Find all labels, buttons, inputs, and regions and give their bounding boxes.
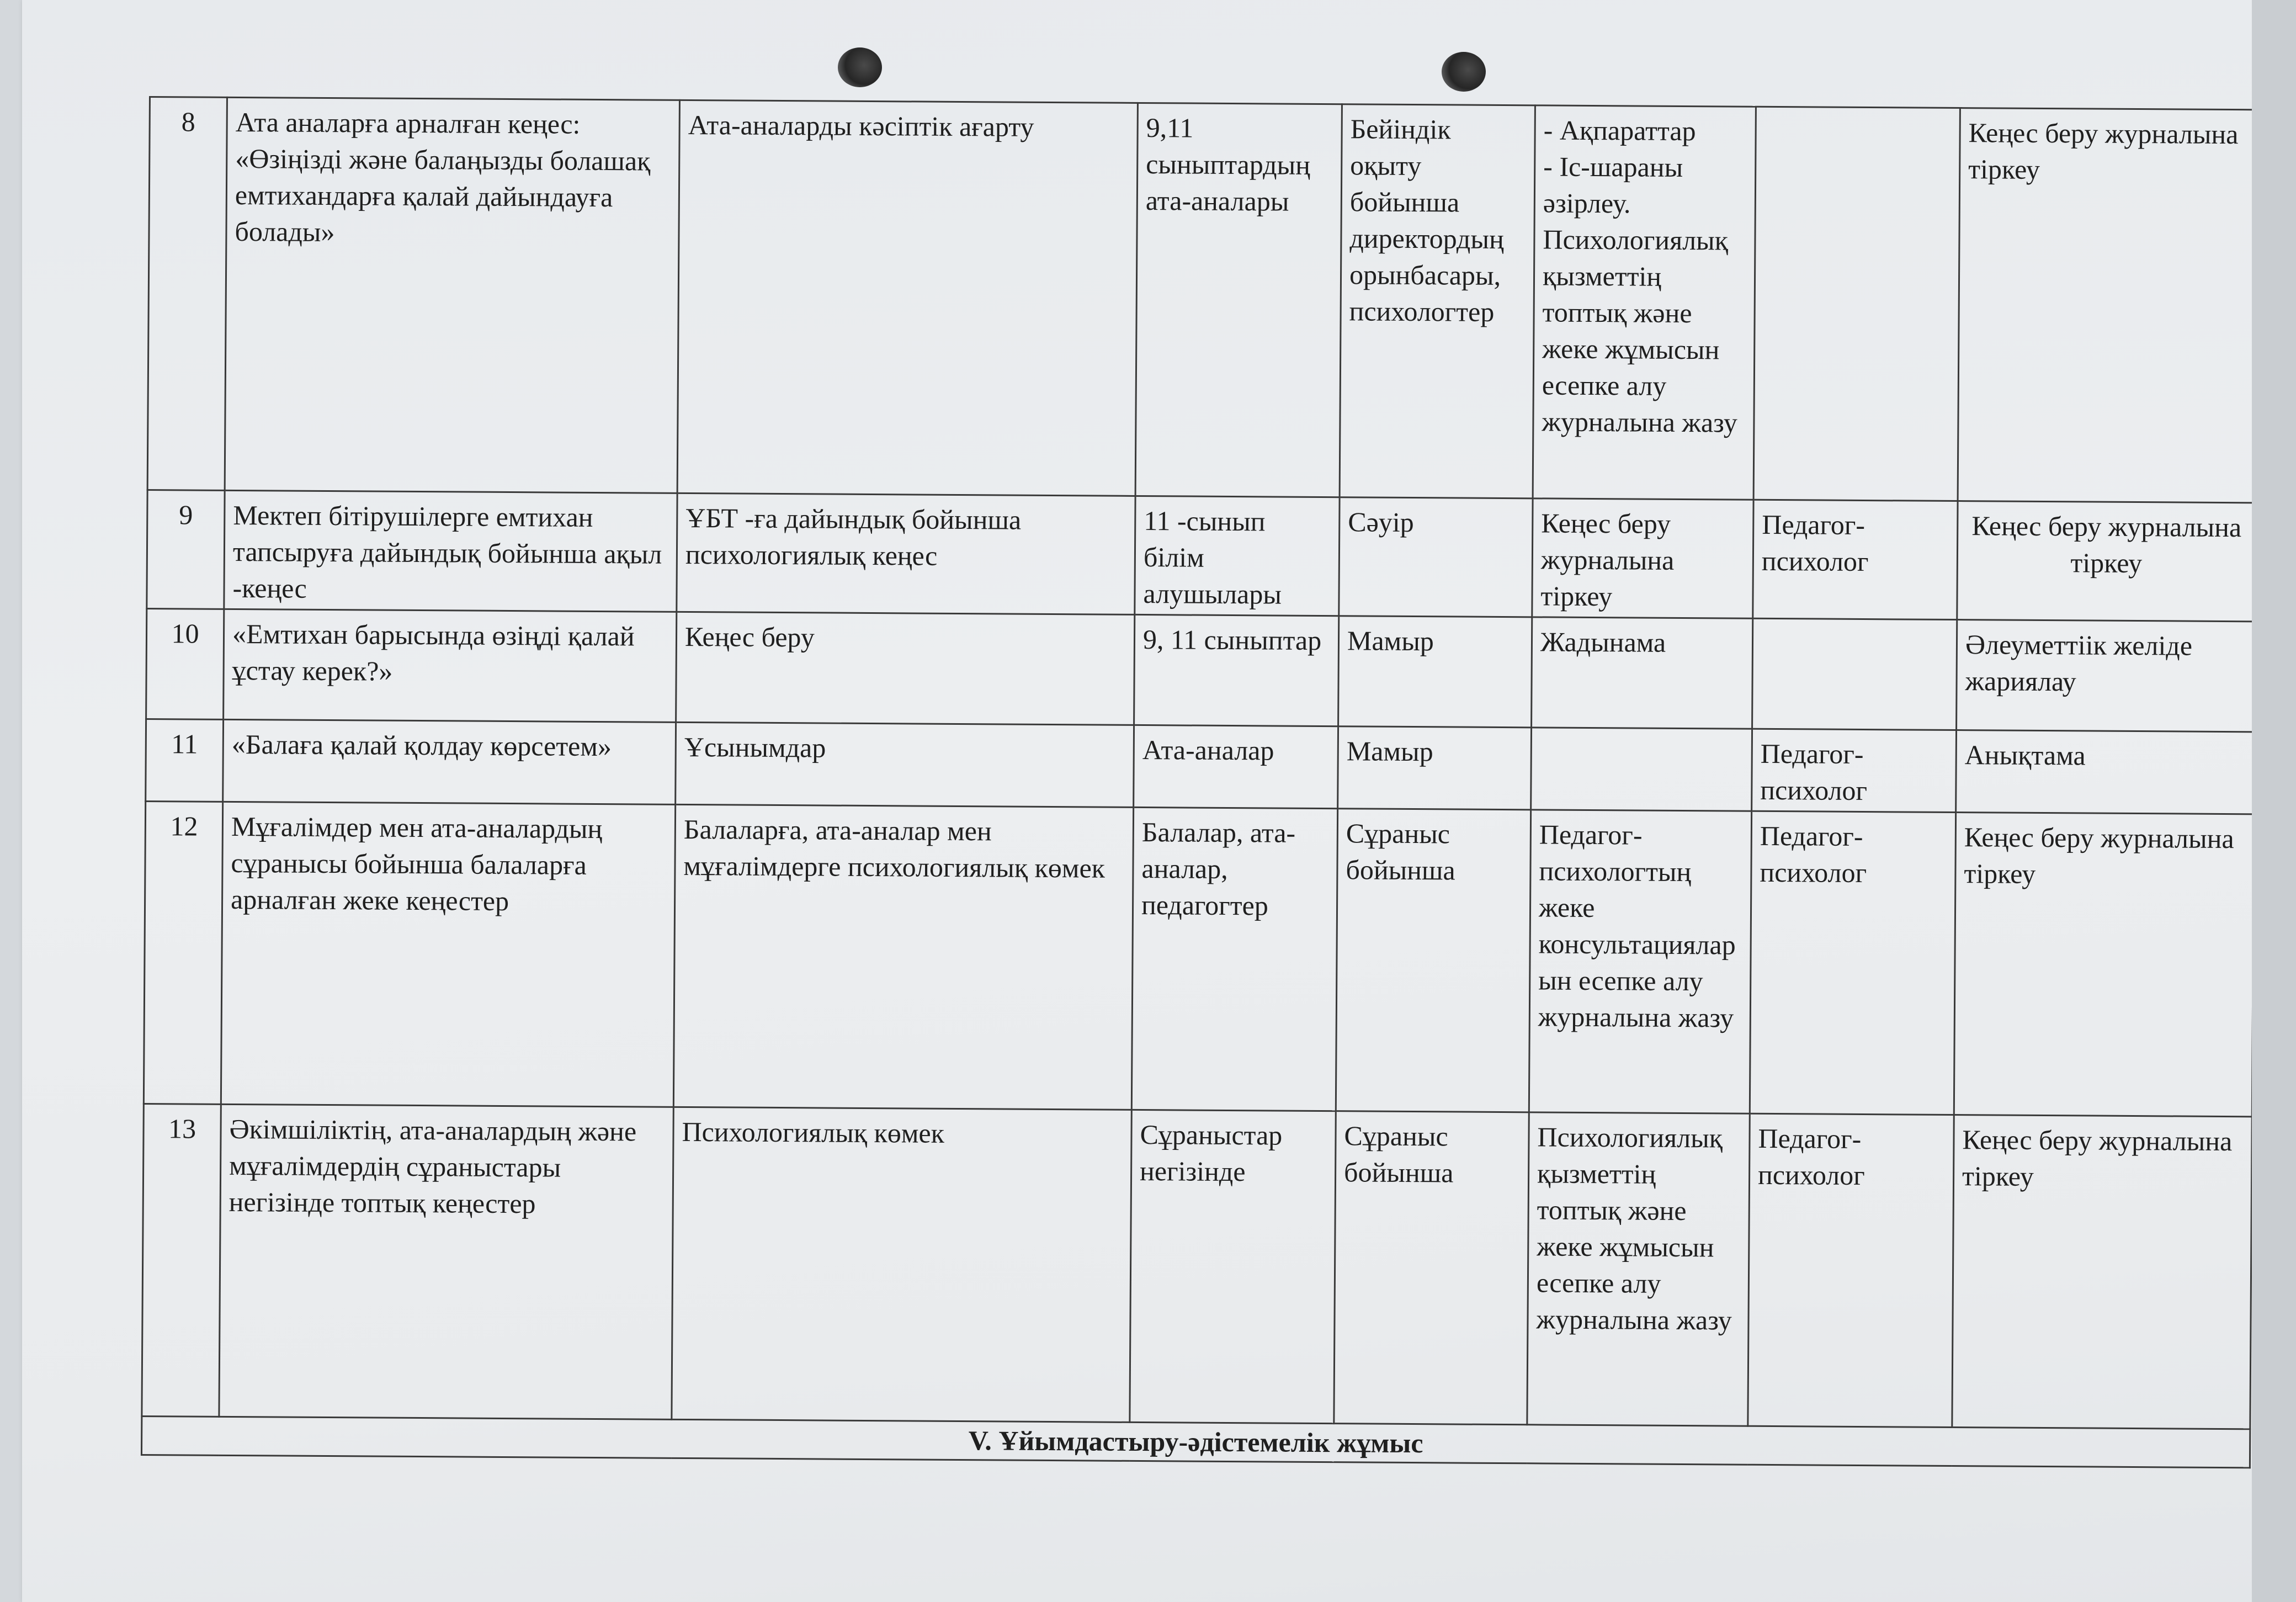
timing-cell: Сұраныс бойынша — [1336, 809, 1530, 1112]
report-cell: Кеңес беру журналына тіркеу — [1957, 501, 2256, 622]
form-cell: Кеңес беру — [676, 612, 1135, 725]
punch-hole — [1442, 52, 1486, 92]
row-number: 12 — [144, 801, 222, 1104]
participants-cell: 9,11 сыныптардың ата-аналары — [1135, 103, 1342, 497]
form-cell: Ата-аналарды кәсіптік ағарту — [677, 100, 1138, 496]
result-cell: Педагог-психологтың жеке консультацияларын есепке алу журналына жазу — [1529, 810, 1751, 1113]
table-row — [147, 97, 2258, 503]
responsible-cell: Педагог-психолог — [1750, 811, 1955, 1115]
responsible-cell: Педагог-психолог — [1753, 500, 1958, 619]
timing-cell: Мамыр — [1338, 726, 1532, 810]
participants-cell: Балалар, ата-аналар, педагогтер — [1131, 807, 1337, 1111]
table-row — [147, 490, 2256, 621]
report-cell: Анықтама — [1956, 730, 2255, 814]
participants-cell: 11 -сынып білім алушылары — [1135, 496, 1340, 616]
activity-cell: Әкімшіліктің, ата-аналардың және мұғалімдердің сұраныстары негізінде топтық кеңестер — [219, 1104, 673, 1419]
report-cell: Кеңес беру журналына тіркеу — [1952, 1115, 2252, 1429]
activity-cell: «Балаға қалай қолдау көрсетем» — [223, 719, 676, 804]
responsible-cell — [1752, 618, 1957, 730]
punch-hole — [838, 47, 882, 87]
timing-cell: Сұраныс бойынша — [1334, 1111, 1529, 1425]
row-number: 11 — [146, 719, 224, 802]
timing-cell: Сәуір — [1339, 497, 1533, 617]
result-cell: Жадынама — [1532, 617, 1753, 729]
activity-cell: «Емтихан барысында өзіңді қалай ұстау керек?» — [224, 609, 677, 722]
form-cell: Ұсынымдар — [676, 722, 1134, 807]
form-cell: ҰБТ -ға дайындық бойынша психологиялық кеңес — [677, 493, 1135, 614]
activity-cell: Ата аналарға арналған кеңес: «Өзіңізді және балаңызды болашақ емтихандарға қалай дайындауға болады» — [225, 97, 679, 493]
responsible-cell — [1753, 107, 1960, 501]
table-row — [146, 719, 2255, 814]
participants-cell: Сұраныстар негізінде — [1130, 1110, 1336, 1423]
result-cell — [1533, 105, 1756, 500]
result-cell: Психологиялық қызметтің топтық және жеке жұмысын есепке алу журналына жазу — [1527, 1112, 1750, 1426]
responsible-cell: Педагог-психолог — [1748, 1113, 1954, 1427]
activity-cell: Мұғалімдер мен ата-аналардың сұранысы бойынша балаларға арналған жеке кеңестер — [221, 802, 675, 1107]
result-text: - Ақпараттар - Іс-шараны әзірлеу. Психологиялық қызметтің топтық және жеке жұмысын есепке алу журналына жазу — [1542, 114, 1737, 438]
row-number: 9 — [147, 490, 225, 609]
participants-cell: 9, 11 сыныптар — [1134, 614, 1339, 726]
timing-cell: Мамыр — [1338, 616, 1532, 728]
report-cell: Кеңес беру журналына тіркеу — [1954, 813, 2254, 1117]
row-number: 13 — [142, 1104, 221, 1417]
form-cell: Балаларға, ата-аналар мен мұғалімдерге психологиялық көмек — [673, 804, 1133, 1110]
report-cell: Әлеуметтіік желіде жариялау — [1957, 620, 2255, 732]
result-cell — [1531, 728, 1752, 811]
participants-cell: Ата-аналар — [1134, 725, 1338, 808]
result-cell: Кеңес беру журналына тіркеу — [1532, 498, 1753, 618]
plan-table — [141, 96, 2259, 1468]
paper-sheet — [22, 0, 2274, 1602]
table-row — [144, 801, 2254, 1116]
section-heading: V. Ұйымдастыру-әдістемелік жұмыс — [141, 1416, 2250, 1467]
report-cell: Кеңес беру журналына тіркеу — [1958, 108, 2258, 503]
timing-cell: Бейіндік оқыту бойынша директордың орынбасары, психологтер — [1340, 104, 1535, 498]
table-row — [146, 608, 2255, 731]
row-number: 10 — [146, 608, 224, 719]
background-edge — [2252, 0, 2296, 1602]
form-cell: Психологиялық көмек — [672, 1107, 1131, 1422]
table-row — [142, 1104, 2252, 1429]
responsible-cell: Педагог-психолог — [1752, 729, 1957, 812]
row-number: 8 — [147, 97, 227, 491]
activity-cell: Мектеп бітірушілерге емтихан тапсыруға дайындық бойынша ақыл -кеңес — [224, 490, 677, 612]
